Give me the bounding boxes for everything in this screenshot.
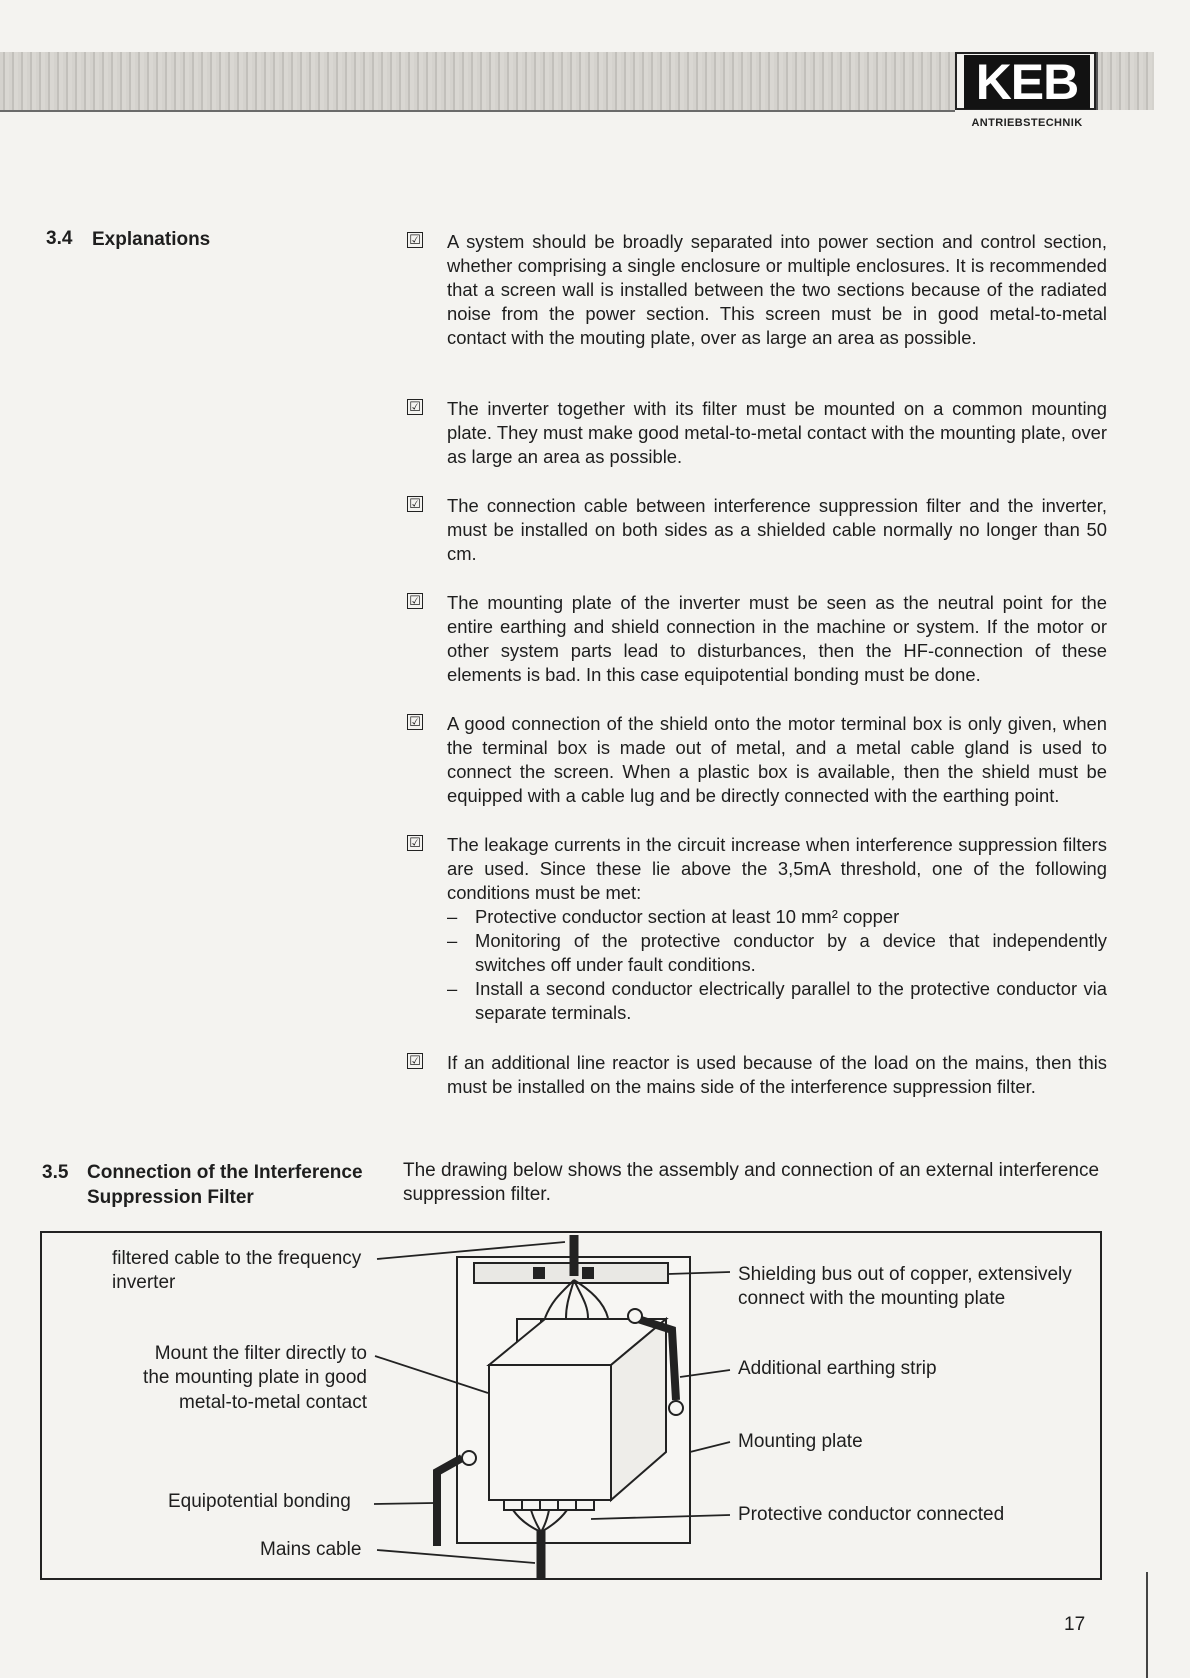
label-shielding-bus-2: connect with the mounting plate [738, 1288, 1006, 1309]
section-title-line1: Connection of the Interference [87, 1162, 363, 1183]
section-title: Explanations [92, 229, 211, 250]
label-equipotential: Equipotential bonding [168, 1491, 351, 1512]
section-title-line2: Suppression Filter [87, 1187, 254, 1208]
figure-intro: The drawing below shows the assembly and connection of an external interference suppression filter. [403, 1160, 1100, 1205]
logo-subtitle: ANTRIEBSTECHNIK [971, 117, 1083, 129]
label-filtered-cable-1: filtered cable to the frequency [112, 1248, 362, 1269]
checkbox-icon: ☑ [407, 496, 423, 512]
checkbox-icon: ☑ [407, 714, 423, 730]
label-earthing-strip: Additional earthing strip [738, 1358, 937, 1379]
label-shielding-bus-1: Shielding bus out of copper, extensively [738, 1264, 1072, 1285]
item-text: The leakage currents in the circuit increase when interference suppression filters are used. Since these lie above the 3,5mA threshold, one of the following conditions must be met: [447, 834, 1107, 903]
checkbox-icon: ☑ [407, 1053, 423, 1069]
label-mains-cable: Mains cable [260, 1539, 362, 1560]
label-filtered-cable-2: inverter [112, 1272, 176, 1293]
section-number: 3.5 [42, 1162, 69, 1183]
sub-item: – Install a second conductor electrically parallel to the protective conductor via separate terminals. [447, 978, 1107, 1023]
label-mount-filter-2: the mounting plate in good [143, 1367, 367, 1388]
label-mount-filter-1: Mount the filter directly to [154, 1343, 367, 1364]
filter-box [489, 1365, 611, 1500]
label-mounting-plate: Mounting plate [738, 1431, 863, 1452]
page-number: 17 [1064, 1614, 1086, 1635]
item-text: If an additional line reactor is used because of the load on the mains, then this must be installed on the mains side of the interference suppression filter. [447, 1052, 1107, 1097]
sub-item: – Protective conductor section at least 10 mm² copper [447, 906, 900, 927]
item-text: The connection cable between interference suppression filter and the inverter, must be installed on both sides as a shielded cable normally no longer than 50 cm. [447, 495, 1107, 564]
item-text: A good connection of the shield onto the motor terminal box is only given, when the terminal box is made out of metal, and a metal cable gland is used to connect the screen. When a plastic box is available, then the shield must be equipped with a cable lug and be directly connected with the earthing point. [447, 713, 1107, 806]
item-text: A system should be broadly separated into power section and control section, whether comprising a single enclosure or multiple enclosures. It is recommended that a screen wall is installed between the two sections because of the radiated noise from the power section. This screen must be in good metal-to-metal contact with the mouting plate, over as large an area as possible. [447, 231, 1107, 348]
margin-rule [1146, 1572, 1148, 1678]
label-mount-filter-3: metal-to-metal contact [179, 1392, 367, 1413]
label-protective-conductor: Protective conductor connected [738, 1504, 1005, 1525]
checkbox-icon: ☑ [407, 232, 423, 248]
item-text: The mounting plate of the inverter must be seen as the neutral point for the entire earthing and shield connection in the machine or system. If the motor or other system parts lead to disturbances, then the HF-connection of these elements is bad. In this case equipotential bonding must be done. [447, 592, 1107, 685]
keb-logo: KEB [964, 55, 1090, 109]
section-number: 3.4 [46, 228, 73, 249]
item-text: The inverter together with its filter must be mounted on a common mounting plate. They must make good metal-to-metal contact with the mounting plate, over as large an area as possible. [447, 398, 1107, 467]
checkbox-icon: ☑ [407, 399, 423, 415]
checkbox-icon: ☑ [407, 835, 423, 851]
checkbox-icon: ☑ [407, 593, 423, 609]
sub-item: – Monitoring of the protective conductor by a device that independently switches off under fault conditions. [447, 930, 1107, 975]
